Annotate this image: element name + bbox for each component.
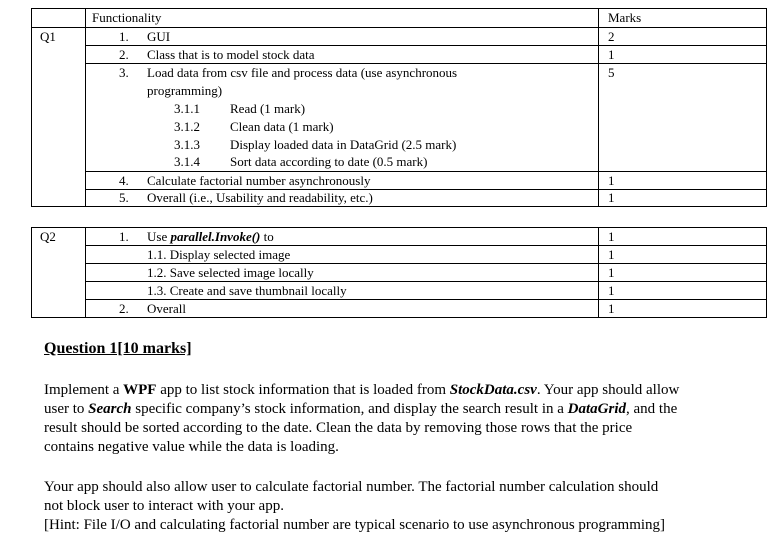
q1-item-5-mark: 1 — [608, 190, 615, 205]
paragraph-2-line-3: [Hint: File I/O and calculating factorial number are typical scenario to use asynchronous programming] — [44, 517, 666, 533]
q1-item-3-text-cont: programming) — [147, 83, 223, 98]
q2-sub-1-mark: 1 — [608, 247, 615, 262]
q1-item-4-num: 4. — [119, 173, 129, 188]
q1-item-5-num: 5. — [119, 190, 129, 205]
q1-sub-2-text: Clean data (1 mark) — [230, 119, 334, 134]
question-heading: Question 1[10 marks] — [44, 340, 192, 357]
q1-sub-4-text: Sort data according to date (0.5 mark) — [230, 154, 428, 169]
functionality-header: Functionality — [92, 10, 162, 25]
q2-item-1-mark: 1 — [608, 229, 615, 244]
q2-item-2-num: 2. — [119, 301, 129, 316]
paragraph-1-line-3: result should be sorted according to the date. Clean the data by removing those rows that the price — [44, 420, 633, 436]
q2-item-2-text: Overall — [147, 301, 186, 316]
q1-item-1-mark: 2 — [608, 29, 615, 44]
paragraph-1-line-4: contains negative value while the data is loading. — [44, 439, 339, 455]
q2-item-1-text: Use parallel.Invoke() to — [147, 229, 274, 244]
q1-item-4-mark: 1 — [608, 173, 615, 188]
q1-item-1-num: 1. — [119, 29, 129, 44]
paragraph-1-line-1: Implement a WPF app to list stock information that is loaded from StockData.csv. Your app should allow — [44, 382, 680, 398]
q1-sub-1-num: 3.1.1 — [174, 101, 200, 116]
q1-sub-2-num: 3.1.2 — [174, 119, 200, 134]
q2-sub-3-text: 1.3. Create and save thumbnail locally — [147, 283, 347, 298]
paragraph-2-line-1: Your app should also allow user to calculate factorial number. The factorial number calculation should — [44, 479, 659, 495]
q1-item-5-text: Overall (i.e., Usability and readability, etc.) — [147, 190, 373, 205]
q2-item-1-num: 1. — [119, 229, 129, 244]
q2-sub-1-text: 1.1. Display selected image — [147, 247, 291, 262]
q1-sub-1-text: Read (1 mark) — [230, 101, 306, 116]
q1-item-1-text: GUI — [147, 29, 171, 44]
q2-sub-2-mark: 1 — [608, 265, 615, 280]
q1-item-3-num: 3. — [119, 65, 129, 80]
q1-sub-3-num: 3.1.3 — [174, 137, 200, 152]
q2-label: Q2 — [40, 229, 56, 244]
q2-item-2-mark: 1 — [608, 301, 615, 316]
q2-sub-2-text: 1.2. Save selected image locally — [147, 265, 314, 280]
q2-sub-3-mark: 1 — [608, 283, 615, 298]
q1-item-4-text: Calculate factorial number asynchronously — [147, 173, 371, 188]
q1-label: Q1 — [40, 29, 56, 44]
q1-item-2-text: Class that is to model stock data — [147, 47, 315, 62]
q1-item-2-num: 2. — [119, 47, 129, 62]
q1-item-3-text: Load data from csv file and process data (use asynchronous — [147, 65, 458, 80]
q1-sub-4-num: 3.1.4 — [174, 154, 200, 169]
q1-sub-3-text: Display loaded data in DataGrid (2.5 mark) — [230, 137, 457, 152]
paragraph-1-line-2: user to Search specific company’s stock information, and display the search result in a DataGrid, and the — [44, 401, 678, 417]
marks-header: Marks — [608, 10, 642, 25]
q1-item-2-mark: 1 — [608, 47, 615, 62]
paragraph-2-line-2: not block user to interact with your app. — [44, 498, 284, 514]
q1-item-3-mark: 5 — [608, 65, 615, 80]
